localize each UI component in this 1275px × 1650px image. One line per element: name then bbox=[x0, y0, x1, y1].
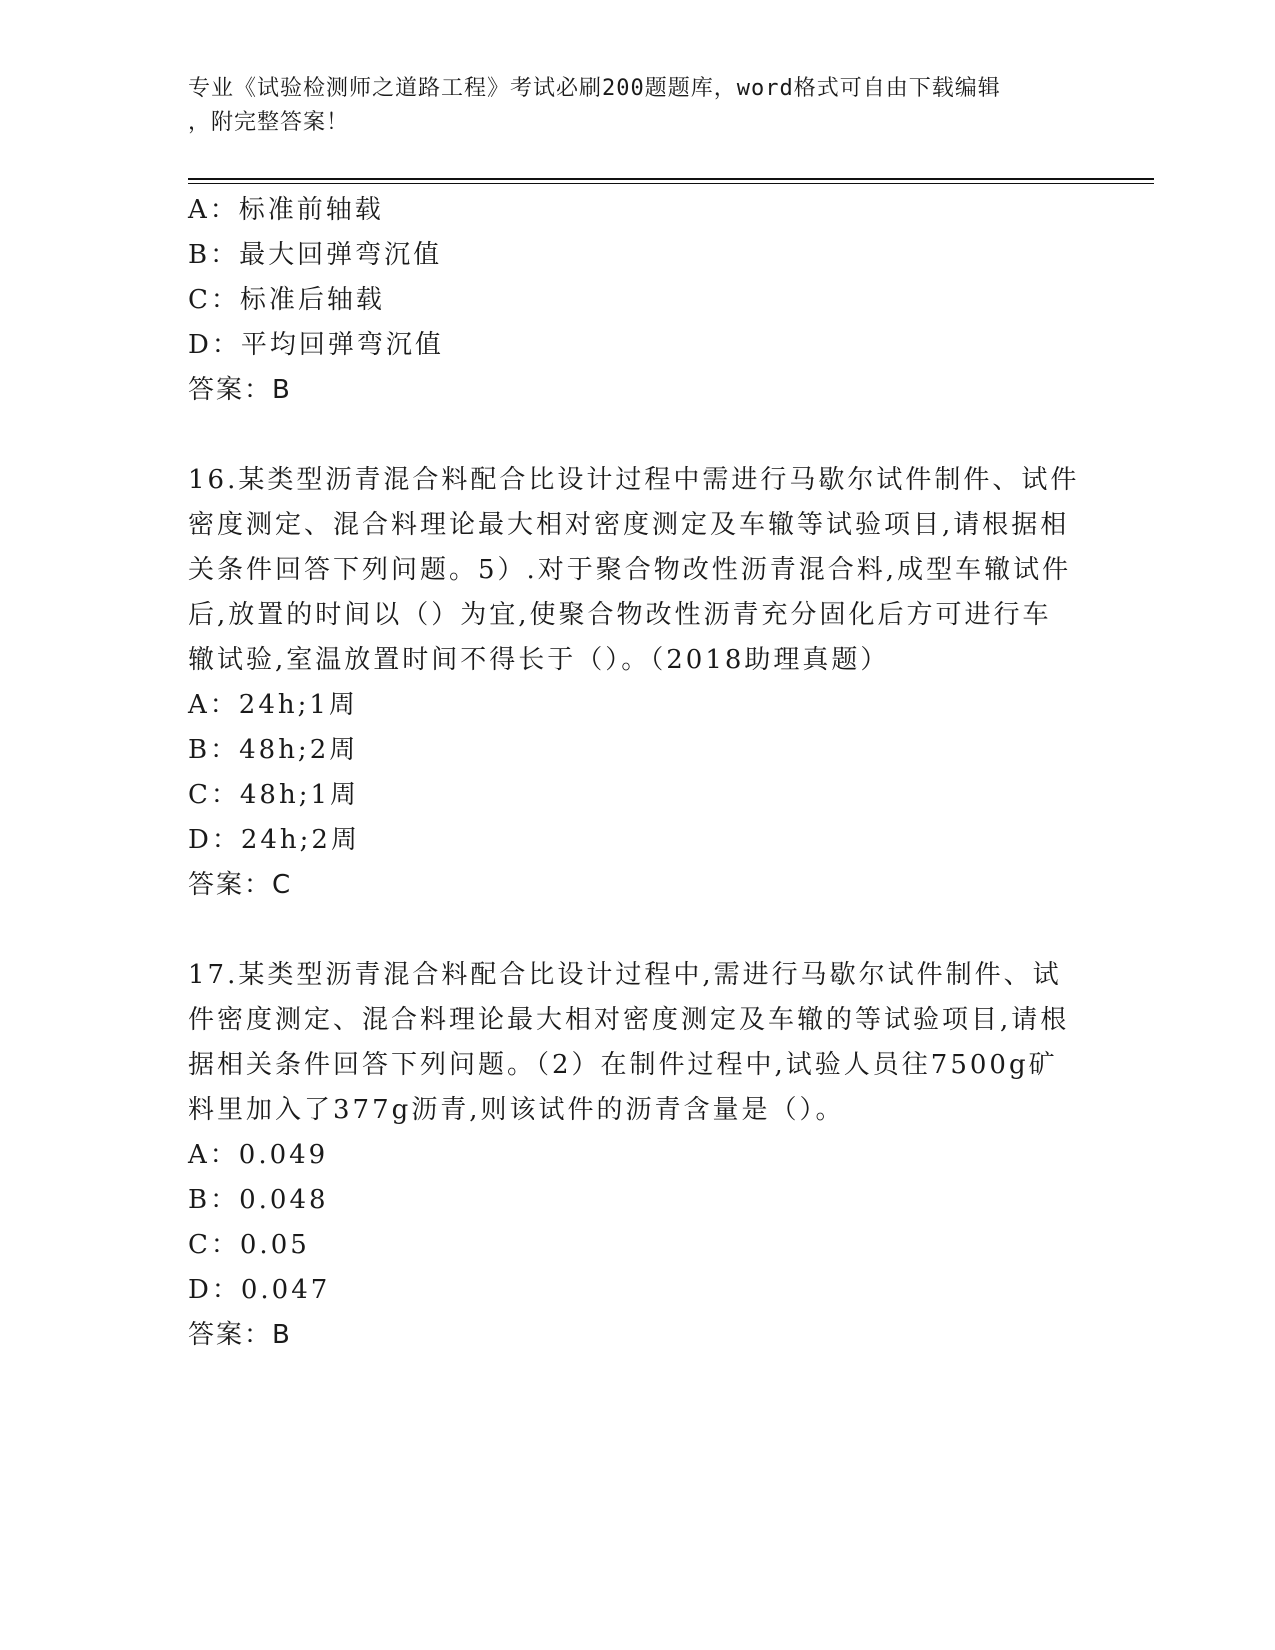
answer-line: 答案：C bbox=[188, 870, 293, 900]
header-line-2: ，附完整答案！ bbox=[188, 110, 350, 135]
question-text-line: 辙试验,室温放置时间不得长于（）。（2018助理真题） bbox=[188, 645, 890, 675]
answer-line: 答案：B bbox=[188, 375, 292, 405]
header-divider-thick bbox=[188, 178, 1154, 180]
option-d: D：0.047 bbox=[188, 1275, 331, 1305]
question-text-line: 据相关条件回答下列问题。（2）在制件过程中,试验人员往7500g矿 bbox=[188, 1050, 1058, 1080]
option-a: A：24h;1周 bbox=[188, 690, 358, 720]
header-divider-thin bbox=[188, 183, 1154, 184]
question-text-line: 密度测定、混合料理论最大相对密度测定及车辙等试验项目,请根据相 bbox=[188, 510, 1070, 540]
option-a: A：标准前轴载 bbox=[188, 195, 384, 225]
question-16-block bbox=[188, 458, 1088, 908]
header-line-1: 专业《试验检测师之道路工程》考试必刷200题题库，word格式可自由下载编辑 bbox=[188, 76, 1001, 101]
option-c: C：48h;1周 bbox=[188, 780, 360, 810]
option-b: B：48h;2周 bbox=[188, 735, 359, 765]
option-c: C：0.05 bbox=[188, 1230, 310, 1260]
option-d: D：24h;2周 bbox=[188, 825, 360, 855]
question-15-block bbox=[188, 188, 1088, 413]
option-c: C：标准后轴载 bbox=[188, 285, 385, 315]
question-text-line: 后,放置的时间以（）为宜,使聚合物改性沥青充分固化后方可进行车 bbox=[188, 600, 1052, 630]
question-text bbox=[188, 953, 1088, 1133]
question-17-block bbox=[188, 953, 1088, 1358]
question-text-line: 料里加入了377g沥青,则该试件的沥青含量是（）。 bbox=[188, 1095, 845, 1125]
question-text-line: 17.某类型沥青混合料配合比设计过程中,需进行马歇尔试件制件、试 bbox=[188, 960, 1062, 990]
option-b: B：0.048 bbox=[188, 1185, 329, 1215]
question-text-line: 关条件回答下列问题。5）.对于聚合物改性沥青混合料,成型车辙试件 bbox=[188, 555, 1072, 585]
document-header bbox=[188, 72, 1068, 140]
question-text-line: 16.某类型沥青混合料配合比设计过程中需进行马歇尔试件制件、试件 bbox=[188, 465, 1080, 495]
option-d: D：平均回弹弯沉值 bbox=[188, 330, 444, 360]
option-a: A：0.049 bbox=[188, 1140, 329, 1170]
page-content bbox=[188, 188, 1088, 1403]
answer-line: 答案：B bbox=[188, 1320, 292, 1350]
option-b: B：最大回弹弯沉值 bbox=[188, 240, 443, 270]
question-text-line: 件密度测定、混合料理论最大相对密度测定及车辙的等试验项目,请根 bbox=[188, 1005, 1070, 1035]
question-text bbox=[188, 458, 1088, 683]
